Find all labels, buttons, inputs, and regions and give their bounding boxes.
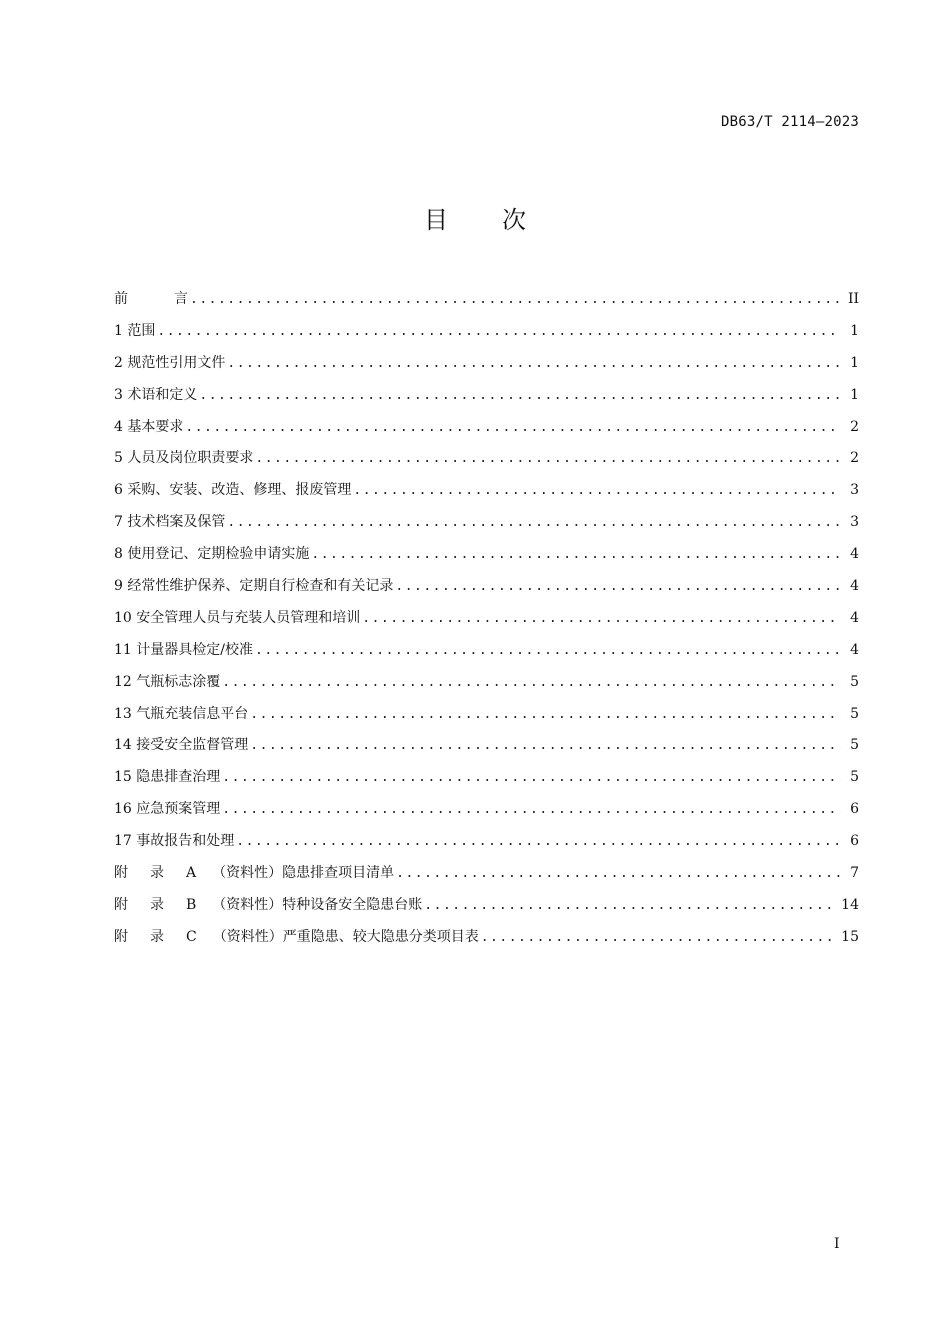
toc-entry-label: 7 技术档案及保管 xyxy=(114,514,226,531)
toc-entry-page: 1 xyxy=(850,322,859,339)
toc-entry-page: 3 xyxy=(850,482,859,499)
toc-leader-dots xyxy=(227,352,841,376)
toc-entry-9[interactable] xyxy=(114,574,859,606)
toc-entry-page: 5 xyxy=(850,769,859,786)
toc-leader-dots xyxy=(185,416,841,440)
toc-entry-label: 9 经常性维护保养、定期自行检查和有关记录 xyxy=(114,578,394,595)
toc-entry-appendix-b[interactable] xyxy=(114,893,859,925)
toc-entry-label: 2 规范性引用文件 xyxy=(114,354,226,371)
toc-leader-dots xyxy=(311,543,841,567)
toc-leader-dots xyxy=(424,894,835,918)
toc-entry-label: 附 录 A （资料性）隐患排查项目清单 xyxy=(114,865,395,882)
toc-entry-page: 4 xyxy=(850,641,859,658)
toc-entry-page: 4 xyxy=(850,609,859,626)
toc-entry-12[interactable] xyxy=(114,670,859,702)
toc-leader-dots xyxy=(236,830,841,854)
toc-leader-dots xyxy=(227,511,841,535)
toc-leader-dots xyxy=(396,862,841,886)
table-of-contents xyxy=(114,287,859,957)
toc-entry-16[interactable] xyxy=(114,797,859,829)
toc-entry-2[interactable] xyxy=(114,351,859,383)
toc-entry-page: 4 xyxy=(850,578,859,595)
toc-leader-dots xyxy=(255,639,841,663)
toc-title-char-2: 次 xyxy=(502,206,580,234)
toc-entry-label: 15 隐患排查治理 xyxy=(114,769,221,786)
toc-entry-label: 1 范围 xyxy=(114,322,156,339)
toc-leader-dots xyxy=(190,288,841,312)
toc-leader-dots xyxy=(250,734,841,758)
toc-entry-appendix-a[interactable] xyxy=(114,861,859,893)
toc-entry-label: 6 采购、安装、改造、修理、报废管理 xyxy=(114,482,352,499)
toc-entry-14[interactable] xyxy=(114,733,859,765)
toc-entry-page: II xyxy=(847,291,859,307)
toc-entry-4[interactable] xyxy=(114,415,859,447)
toc-entry-page: 14 xyxy=(841,896,859,913)
toc-entry-10[interactable] xyxy=(114,606,859,638)
toc-entry-page: 2 xyxy=(850,450,859,467)
toc-entry-7[interactable] xyxy=(114,510,859,542)
toc-entry-page: 5 xyxy=(850,737,859,754)
toc-entry-label: 13 气瓶充装信息平台 xyxy=(114,705,249,722)
toc-entry-page: 3 xyxy=(850,514,859,531)
toc-entry-label: 3 术语和定义 xyxy=(114,386,198,403)
toc-leader-dots xyxy=(362,607,841,631)
footer-page-number: I xyxy=(834,1236,840,1252)
toc-entry-6[interactable] xyxy=(114,478,859,510)
toc-entry-17[interactable] xyxy=(114,829,859,861)
toc-entry-label: 10 安全管理人员与充装人员管理和培训 xyxy=(114,609,361,626)
toc-entry-page: 2 xyxy=(850,418,859,435)
toc-entry-label: 11 计量器具检定/校准 xyxy=(114,641,253,658)
toc-leader-dots xyxy=(353,479,841,503)
toc-entry-label: 12 气瓶标志涂覆 xyxy=(114,673,221,690)
toc-title xyxy=(0,200,950,235)
toc-entry-11[interactable] xyxy=(114,638,859,670)
toc-entry-page: 4 xyxy=(850,546,859,563)
toc-entry-label: 前 言 xyxy=(114,291,188,307)
toc-entry-label: 附 录 C （资料性）严重隐患、较大隐患分类项目表 xyxy=(114,928,479,945)
toc-entry-8[interactable] xyxy=(114,542,859,574)
toc-leader-dots xyxy=(199,384,841,408)
toc-entry-page: 6 xyxy=(850,801,859,818)
toc-entry-label: 4 基本要求 xyxy=(114,418,184,435)
toc-entry-page: 6 xyxy=(850,833,859,850)
toc-entry-page: 15 xyxy=(841,928,859,945)
toc-entry-13[interactable] xyxy=(114,702,859,734)
toc-entry-page: 1 xyxy=(850,386,859,403)
toc-entry-page: 1 xyxy=(850,354,859,371)
toc-entry-label: 5 人员及岗位职责要求 xyxy=(114,450,254,467)
toc-entry-3[interactable] xyxy=(114,383,859,415)
toc-title-char-1: 目 xyxy=(424,206,502,234)
toc-entry-15[interactable] xyxy=(114,765,859,797)
toc-entry-label: 14 接受安全监督管理 xyxy=(114,737,249,754)
toc-entry-1[interactable] xyxy=(114,319,859,351)
toc-entry-label: 16 应急预案管理 xyxy=(114,801,221,818)
toc-entry-label: 附 录 B （资料性）特种设备安全隐患台账 xyxy=(114,896,423,913)
toc-leader-dots xyxy=(250,703,841,727)
document-code: DB63/T 2114—2023 xyxy=(720,114,859,130)
toc-entry-appendix-c[interactable] xyxy=(114,925,859,957)
toc-leader-dots xyxy=(395,575,841,599)
toc-leader-dots xyxy=(157,320,841,344)
toc-entry-label: 8 使用登记、定期检验申请实施 xyxy=(114,546,310,563)
toc-entry-page: 7 xyxy=(850,865,859,882)
toc-leader-dots xyxy=(481,926,835,950)
toc-entry-5[interactable] xyxy=(114,446,859,478)
toc-entry-page: 5 xyxy=(850,705,859,722)
toc-entry-foreword[interactable] xyxy=(114,287,859,319)
toc-leader-dots xyxy=(222,766,841,790)
toc-leader-dots xyxy=(222,671,841,695)
toc-entry-label: 17 事故报告和处理 xyxy=(114,833,235,850)
toc-entry-page: 5 xyxy=(850,673,859,690)
toc-leader-dots xyxy=(255,447,841,471)
toc-leader-dots xyxy=(222,798,841,822)
